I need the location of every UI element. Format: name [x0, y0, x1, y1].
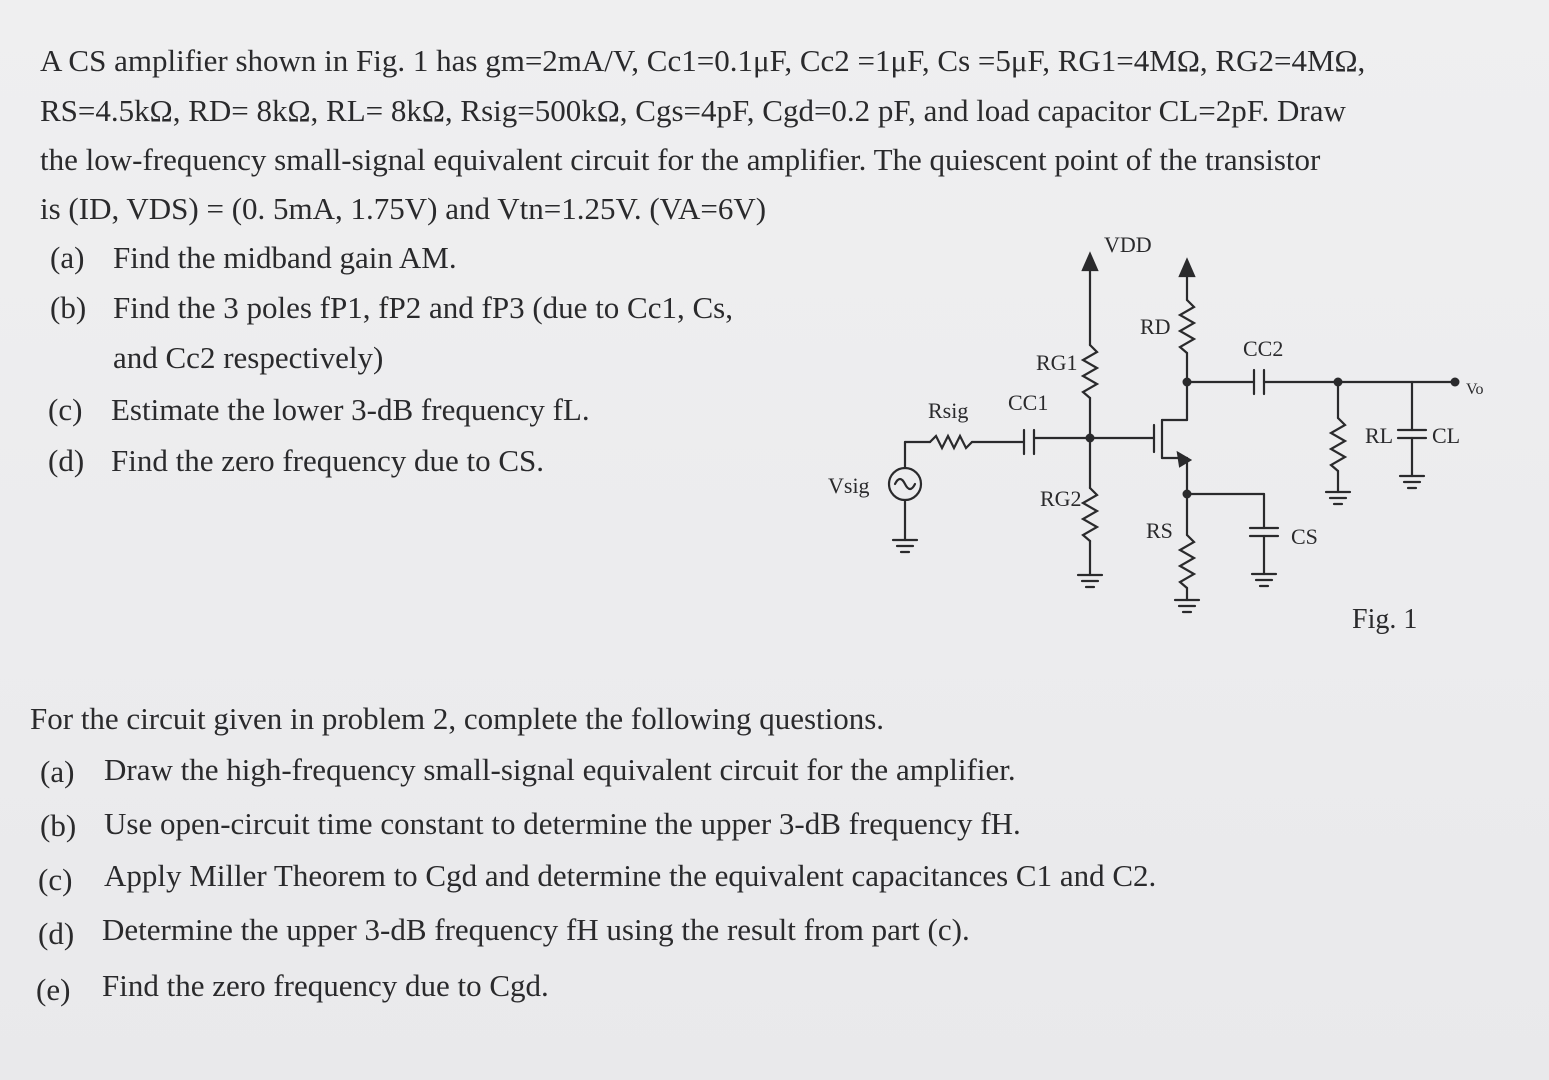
- p2-item-d-marker: (d): [38, 916, 75, 951]
- label-cl: CL: [1432, 423, 1461, 448]
- label-rd: RD: [1140, 314, 1171, 339]
- p1-item-c-marker: (c): [48, 392, 83, 427]
- p1-item-b-marker: (b): [50, 290, 87, 325]
- p2-item-c-marker: (c): [38, 862, 73, 897]
- p1-item-b-cont: and Cc2 respectively): [113, 340, 384, 375]
- p1-item-d-marker: (d): [48, 443, 85, 478]
- drain-node: [1183, 378, 1192, 387]
- p1-item-a-marker: (a): [50, 240, 85, 275]
- label-cc2: CC2: [1243, 336, 1284, 361]
- label-rg1: RG1: [1036, 350, 1078, 375]
- rd-resistor: [1180, 300, 1194, 353]
- rg2-resistor: [1083, 488, 1097, 541]
- p2-item-a-text: Draw the high-frequency small-signal equivalent circuit for the amplifier.: [104, 752, 1016, 787]
- label-vsig: Vsig: [828, 473, 870, 498]
- label-vdd: VDD: [1104, 232, 1152, 257]
- rsig-resistor: [930, 436, 972, 448]
- label-rs: RS: [1146, 518, 1173, 543]
- p1-item-d-text: Find the zero frequency due to CS.: [111, 443, 545, 478]
- gate-node: [1086, 434, 1095, 443]
- p1-item-b-text: Find the 3 poles fP1, fP2 and fP3 (due to Cc1, Cs,: [113, 290, 733, 325]
- p2-item-e-marker: (e): [36, 972, 71, 1007]
- vdd-left-arrow-icon: [1083, 254, 1097, 270]
- label-rl: RL: [1365, 423, 1394, 448]
- problem1-line-2: RS=4.5kΩ, RD= 8kΩ, RL= 8kΩ, Rsig=500kΩ, Cgs=4pF, Cgd=0.2 pF, and load capacitor CL=2pF. Draw: [40, 93, 1346, 128]
- label-vo: Vo: [1466, 381, 1484, 398]
- p2-item-d-text: Determine the upper 3-dB frequency fH using the result from part (c).: [102, 912, 970, 947]
- source-node: [1183, 490, 1192, 499]
- vo-terminal: [1451, 378, 1460, 387]
- figure-caption: Fig. 1: [1352, 604, 1418, 635]
- label-rg2: RG2: [1040, 486, 1082, 511]
- label-rsig: Rsig: [928, 398, 969, 423]
- label-cs: CS: [1291, 524, 1318, 549]
- rg1-resistor: [1083, 345, 1097, 398]
- vdd-right-arrow-icon: [1180, 260, 1194, 276]
- p2-item-b-text: Use open-circuit time constant to determine the upper 3-dB frequency fH.: [104, 806, 1021, 841]
- p1-item-c-text: Estimate the lower 3-dB frequency fL.: [111, 392, 590, 427]
- problem2-intro: For the circuit given in problem 2, complete the following questions.: [30, 701, 885, 736]
- mosfet-arrow-icon: [1178, 453, 1190, 466]
- p2-item-e-text: Find the zero frequency due to Cgd.: [102, 968, 549, 1003]
- rl-resistor: [1331, 418, 1345, 471]
- rs-resistor: [1180, 535, 1194, 588]
- p2-item-b-marker: (b): [40, 808, 77, 843]
- p2-item-c-text: Apply Miller Theorem to Cgd and determine the equivalent capacitances C1 and C2.: [104, 858, 1157, 893]
- problem1-line-3: the low-frequency small-signal equivalent circuit for the amplifier. The quiescent point of the transistor: [40, 142, 1321, 177]
- p2-item-a-marker: (a): [40, 754, 75, 789]
- p1-item-a-text: Find the midband gain AM.: [113, 240, 457, 275]
- label-cc1: CC1: [1008, 390, 1049, 415]
- vsig-sine-icon: [895, 479, 915, 489]
- rl-node: [1334, 378, 1343, 387]
- problem1-line-4: is (ID, VDS) = (0. 5mA, 1.75V) and Vtn=1.25V. (VA=6V): [40, 191, 767, 226]
- problem1-line-1: A CS amplifier shown in Fig. 1 has gm=2mA/V, Cc1=0.1μF, Cc2 =1μF, Cs =5μF, RG1=4MΩ, RG2=4MΩ,: [40, 43, 1366, 78]
